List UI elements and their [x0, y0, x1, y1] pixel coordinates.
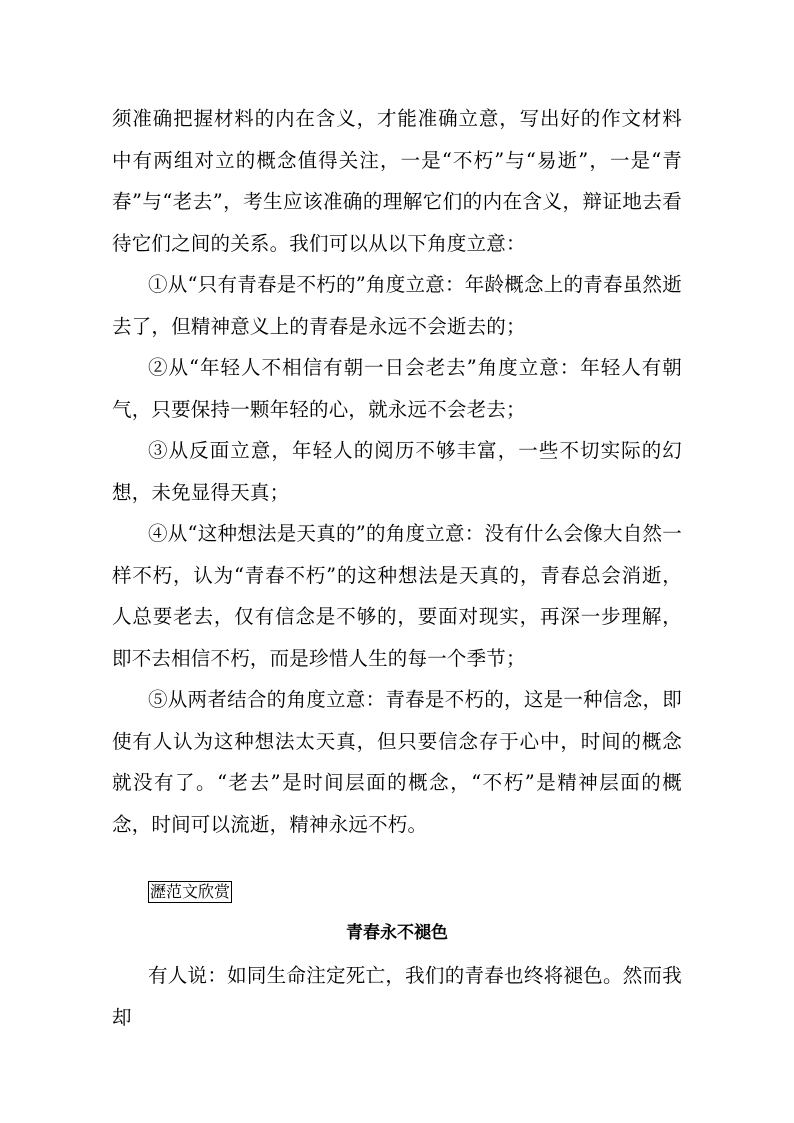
essay-title: 青春永不褪色 — [346, 923, 448, 943]
angle-2: ②从“年轻人不相信有朝一日会老去”角度立意：年轻人有朝气，只要保持一颗年轻的心，就永远不会老去； — [112, 356, 682, 421]
angle-5: ⑤从两者结合的角度立意：青春是不朽的，这是一种信念，即使有人认为这种想法太天真，但只要信念存于心中，时间的概念就没有了。“老去”是时间层面的概念，“不朽”是精神层面的概念，时间可以流逝，精神永远不朽。 — [112, 688, 682, 836]
angle-3: ③从反面立意，年轻人的阅历不够丰富，一些不切实际的幻想，未免显得天真； — [112, 439, 682, 504]
essay-opening: 有人说：如同生命注定死亡，我们的青春也终将褪色。然而我却 — [112, 964, 682, 1029]
document-page — [112, 98, 682, 1038]
angle-4: ④从“这种想法是天真的”的角度立意：没有什么会像大自然一样不朽，认为“青春不朽”的这种想法是天真的，青春总会消逝，人总要老去，仅有信念是不够的，要面对现实，再深一步理解，即不去相信不朽，而是珍惜人生的每一个季节； — [112, 522, 682, 670]
model-essay-section-label: 瀝范文欣赏 — [150, 882, 231, 901]
angle-1: ①从“只有青春是不朽的”角度立意：年龄概念上的青春虽然逝去了，但精神意义上的青春是永远不会逝去的； — [112, 273, 682, 338]
intro-paragraph: 须准确把握材料的内在含义，才能准确立意，写出好的作文材料中有两组对立的概念值得关注，一是“不朽”与“易逝”，一是“青春”与“老去”，考生应该准确的理解它们的内在含义，辩证地去看待它们之间的关系。我们可以从以下角度立意： — [112, 107, 682, 255]
